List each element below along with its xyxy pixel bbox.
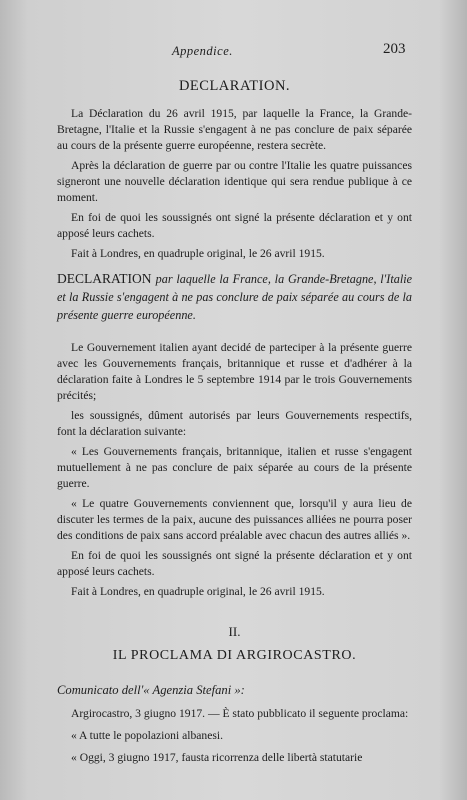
page-content <box>57 72 412 772</box>
subheading-italic: par laquelle la France, la Grande-Bretagne, l'Italie et la Russie s'engagent à ne pas conclure de paix séparée au cours de la présente guerre européenne. <box>57 272 413 322</box>
paragraph: Fait à Londres, en quadruple original, le 26 avril 1915. <box>71 585 325 598</box>
paragraph: les soussignés, dûment autorisés par leurs Gouvernements respectifs, font la déclaration suivante: <box>57 409 412 438</box>
paragraph: En foi de quoi les soussignés ont signé la présente déclaration et y ont apposé leurs cachets. <box>57 549 412 578</box>
paragraph: Argirocastro, 3 giugno 1917. — È stato pubblicato il seguente proclama: <box>71 707 409 720</box>
page-number: 203 <box>383 41 406 57</box>
subheading-lead: DECLARATION <box>57 271 152 286</box>
declaration-heading: DECLARATION. <box>178 78 291 94</box>
declaration-subheading <box>57 270 412 324</box>
paragraph: « Le quatre Gouvernements conviennent que, lorsqu'il y aura lieu de discuter les termes de la paix, aucune des puissances alliées ne pourra poser des conditions de paix sans accord préalable avec chacun des autres alliés ». <box>57 497 412 542</box>
paragraph: Après la déclaration de guerre par ou contre l'Italie les quatre puissances signeront une nouvelle déclaration identique qui sera rendue publique à ce moment. <box>57 159 412 204</box>
paragraph: « Oggi, 3 giugno 1917, fausta ricorrenza delle libertà statutarie <box>71 751 363 764</box>
paragraph: En foi de quoi les soussignés ont signé la présente déclaration et y ont apposé leurs cachets. <box>57 211 412 240</box>
paragraph: La Déclaration du 26 avril 1915, par laquelle la France, la Grande-Bretagne, l'Italie et la Russie s'engagent à ne pas conclure de paix séparée au cours de la présente guerre européenne, restera secrète. <box>57 107 412 152</box>
paragraph: Le Gouvernement italien ayant decidé de parteciper à la présente guerre avec les Gouvernements français, britannique et russe et d'adhérer à la déclaration faite à Londres le 5 septembre 1914 par le trois Gouvernements précités; <box>57 341 412 402</box>
running-head: Appendice. <box>172 44 233 58</box>
section-numeral: II. <box>228 624 241 639</box>
proclama-heading: IL PROCLAMA DI ARGIROCASTRO. <box>112 648 357 663</box>
paragraph: Fait à Londres, en quadruple original, le 26 avril 1915. <box>71 247 325 260</box>
intro-line: Comunicato dell'« Agenzia Stefani »: <box>57 683 245 697</box>
paragraph: « A tutte le popolazioni albanesi. <box>71 729 223 742</box>
paragraph: « Les Gouvernements français, britannique, italien et russe s'engagent mutuellement à ne pas conclure de paix séparée au cours de la présente guerre. <box>57 445 412 490</box>
page-header <box>0 41 467 62</box>
